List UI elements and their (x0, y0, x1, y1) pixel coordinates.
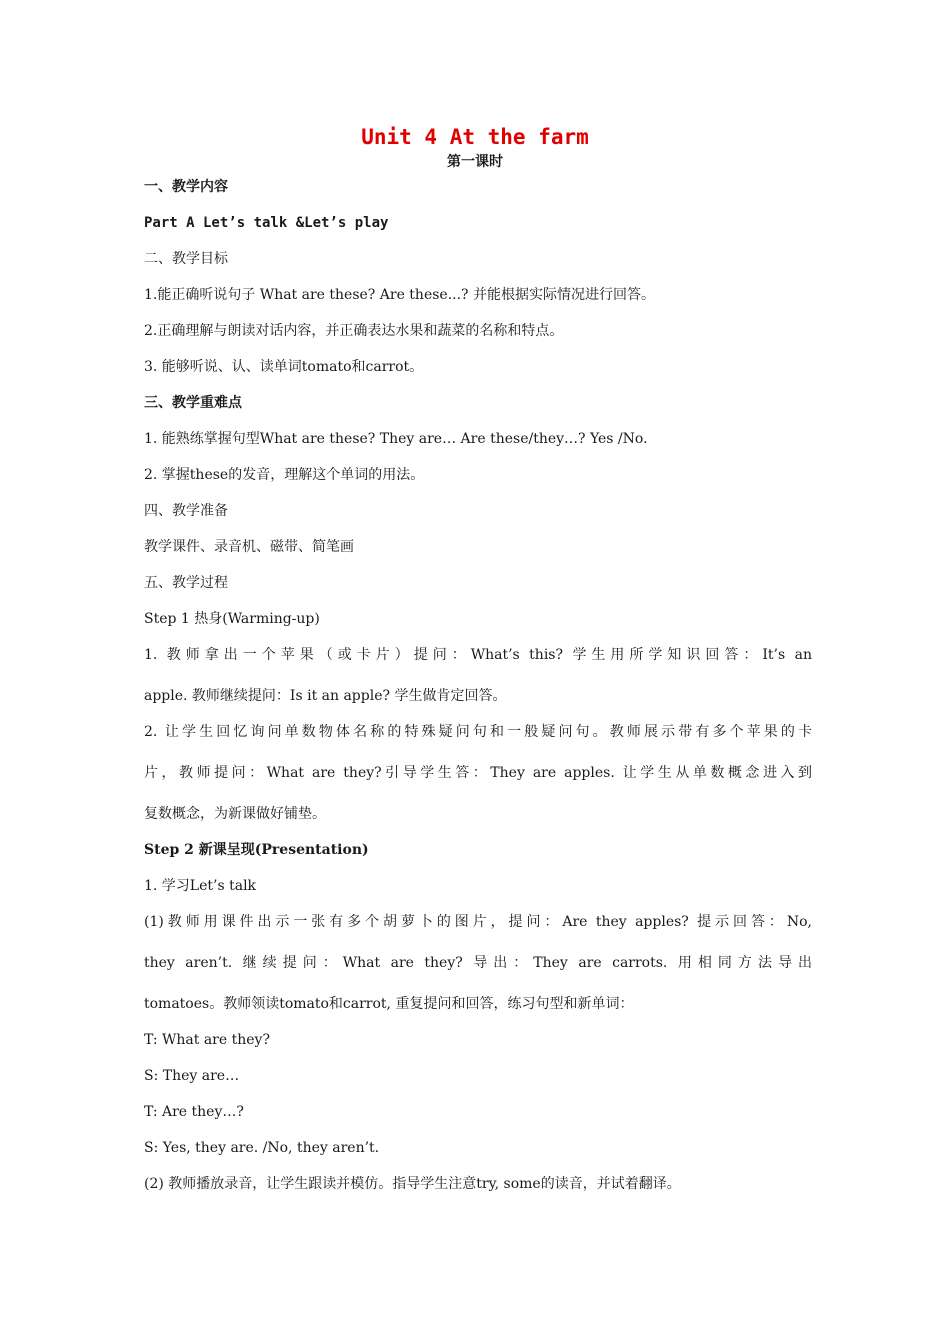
key-point-2: 2. 掌握these的发音，理解这个单词的用法。 (144, 467, 425, 483)
step-1-item-2-line-1: 2. 让学生回忆询问单数物体名称的特殊疑问句和一般疑问句。教师展示带有多个苹果的卡 (144, 724, 812, 740)
section-heading-objectives: 二、教学目标 (144, 251, 228, 267)
lesson-subtitle: 第一课时 (447, 154, 503, 170)
document-title: Unit 4 At the farm (361, 125, 589, 149)
step-2-item-1: 1. 学习Let’s talk (144, 878, 257, 894)
objective-1: 1.能正确听说句子 What are these? Are these...? 并能根据实际情况进行回答。 (144, 287, 656, 303)
part-label: Part A Let’s talk &Let’s play (144, 215, 389, 231)
dialogue-line-1: T: What are they? (144, 1032, 270, 1048)
section-heading-content: 一、教学内容 (144, 179, 228, 195)
step-1-item-2-line-3: 复数概念，为新课做好铺垫。 (144, 806, 326, 822)
key-point-1: 1. 能熟练掌握句型What are these? They are… Are these/they…? Yes /No. (144, 431, 648, 447)
step-2-sub-1-line-3: tomatoes。教师领读tomato和carrot, 重复提问和回答，练习句型和新单词： (144, 996, 634, 1012)
dialogue-line-3: T: Are they…? (144, 1104, 244, 1120)
step-2-sub-1-line-1: (1)教师用课件出示一张有多个胡萝卜的图片，提问：Are they apples? 提示回答：No, (144, 914, 812, 930)
dialogue-line-2: S: They are… (144, 1068, 240, 1084)
preparation-items: 教学课件、录音机、磁带、简笔画 (144, 539, 354, 555)
step-1-heading: Step 1 热身(Warming-up) (144, 611, 320, 627)
section-heading-preparation: 四、教学准备 (144, 503, 228, 519)
step-1-item-2-line-2: 片，教师提问：What are they?引导学生答：They are apples. 让学生从单数概念进入到 (144, 765, 812, 781)
step-1-item-1-line-2: apple. 教师继续提问：Is it an apple? 学生做肯定回答。 (144, 688, 507, 704)
section-heading-process: 五、教学过程 (144, 575, 228, 591)
step-2-sub-2: (2) 教师播放录音，让学生跟读并模仿。指导学生注意try, some的读音，并试着翻译。 (144, 1176, 681, 1192)
objective-2: 2.正确理解与朗读对话内容，并正确表达水果和蔬菜的名称和特点。 (144, 323, 564, 339)
step-2-sub-1-line-2: they aren’t. 继续提问：What are they? 导出：They are carrots. 用相同方法导出 (144, 955, 812, 971)
step-2-heading: Step 2 新课呈现(Presentation) (144, 842, 369, 858)
dialogue-line-4: S: Yes, they are. /No, they aren’t. (144, 1140, 380, 1156)
objective-3: 3. 能够听说、认、读单词tomato和carrot。 (144, 359, 424, 375)
step-1-item-1-line-1: 1. 教师拿出一个苹果（或卡片）提问：What’s this? 学生用所学知识回答：It’s an (144, 647, 812, 663)
section-heading-key-points: 三、教学重难点 (144, 395, 242, 411)
